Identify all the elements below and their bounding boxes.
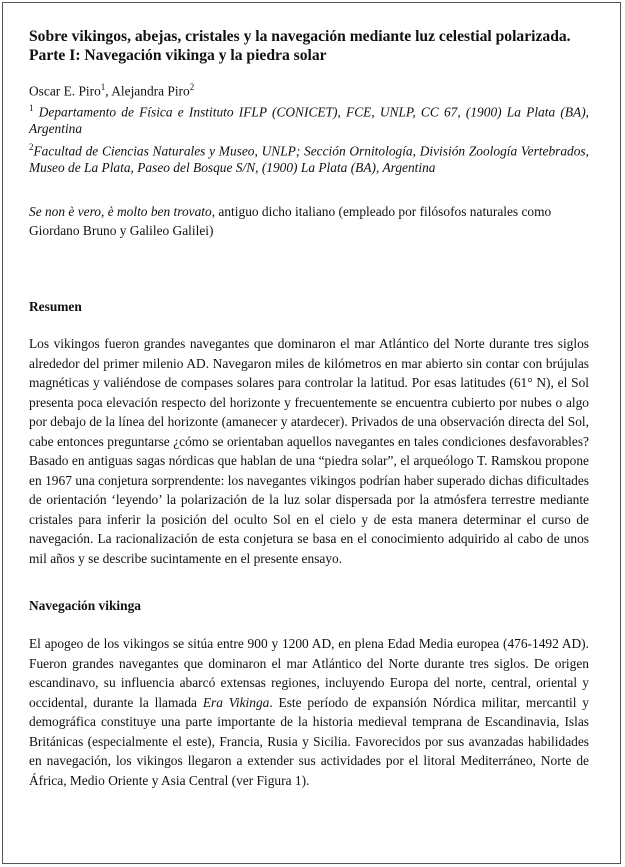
navegacion-text-after: . Este período de expansión Nórdica militar, mercantil y demográfica constituye una parte importante de la historia medieval temprana de Escandinavia, Islas Británicas (especialmente el este), Francia, Rusia y Sicilia. Favorecidos por sus avanzadas habilidades en navegación, los vikingos llegaron a extender sus actividades por el litoral Mediterráneo, Norte de África, Medio Oriente y Asia Central (ver Figura 1). <box>29 694 589 788</box>
epigraph-attribution: , antiguo dicho italiano (empleado por filósofos naturales como Giordano Bruno y Galileo Galilei) <box>29 204 552 238</box>
author-line <box>29 79 589 99</box>
affiliation-1 <box>29 100 589 137</box>
affiliation-2 <box>29 139 589 176</box>
navegacion-paragraph <box>29 634 589 790</box>
abstract-paragraph: Los vikingos fueron grandes navegantes que dominaron el mar Atlántico del Norte durante tres siglos alrededor del primer milenio AD. Navegaron miles de kilómetros en mar abierto sin contar con brújulas magnéticas y valiéndose de compases solares para controlar la latitud. Por esas latitudes (61° N), el Sol presenta poca elevación respecto del horizonte y frecuentemente se encuentra cubierto por nubes o algo por debajo de la línea del horizonte (amanecer y atardecer). Privados de una observación directa del Sol, cabe entonces preguntarse ¿cómo se orientaban aquellos navegantes en tales condiciones desfavorables? Basado en antiguas sagas nórdicas que hablan de una “piedra solar”, el arqueólogo T. Ramskou propone en 1967 una conjetura sorprendente: los navegantes vikingos podrían haber superado dichas dificultades de orientación ‘leyendo’ la polarización de la luz solar dispersada por la atmósfera terrestre mediante cristales para inferir la posición del oculto Sol en el cielo y de esta manera determinar el curso de navegación. La racionalización de esta conjetura se basa en el conocimiento adquirido al cabo de unos mil años y se describe sucintamente en el presente ensayo. <box>29 336 589 566</box>
author-separator: , <box>105 83 112 99</box>
document-page <box>2 2 621 864</box>
author-2-sup: 2 <box>189 82 195 92</box>
author-1-sup: 1 <box>100 82 106 92</box>
author-2: Alejandra Piro <box>111 83 190 99</box>
navegacion-text-before: El apogeo de los vikingos se sitúa entre 900 y 1200 AD, en plena Edad Media europea (476-1492 AD). Fueron grandes navegantes que dominaron el mar Atlántico del Norte durante tres siglos. De origen escandinavo, su influencia abarcó extensas regiones, incluyendo Europa del norte, central, oriental y occidental, durante la llamada <box>29 636 589 710</box>
affiliation-2-text: Facultad de Ciencias Naturales y Museo, UNLP; Sección Ornitología, División Zoología Vertebrados, Museo de La Plata, Paseo del Bosque S/N, (1900) La Plata (BA), Argentina <box>29 143 589 175</box>
author-1: Oscar E. Piro <box>29 83 101 99</box>
era-vikinga-term: Era Vikinga <box>202 694 270 710</box>
section-heading-navegacion: Navegación vikinga <box>29 598 141 614</box>
document-content <box>29 27 589 790</box>
paper-title: Sobre vikingos, abejas, cristales y la navegación mediante luz celestial polarizada. Parte I: Navegación vikinga y la piedra solar <box>29 28 571 64</box>
epigraph <box>29 203 589 240</box>
section-heading-resumen: Resumen <box>29 299 82 315</box>
affiliation-2-sup: 2 <box>29 141 34 152</box>
epigraph-quote: Se non è vero, è molto ben trovato <box>29 204 212 220</box>
affiliation-1-sup: 1 <box>29 103 34 114</box>
affiliation-1-text: Departamento de Física e Instituto IFLP (CONICET), FCE, UNLP, CC 67, (1900) La Plata (BA), Argentina <box>29 104 589 137</box>
